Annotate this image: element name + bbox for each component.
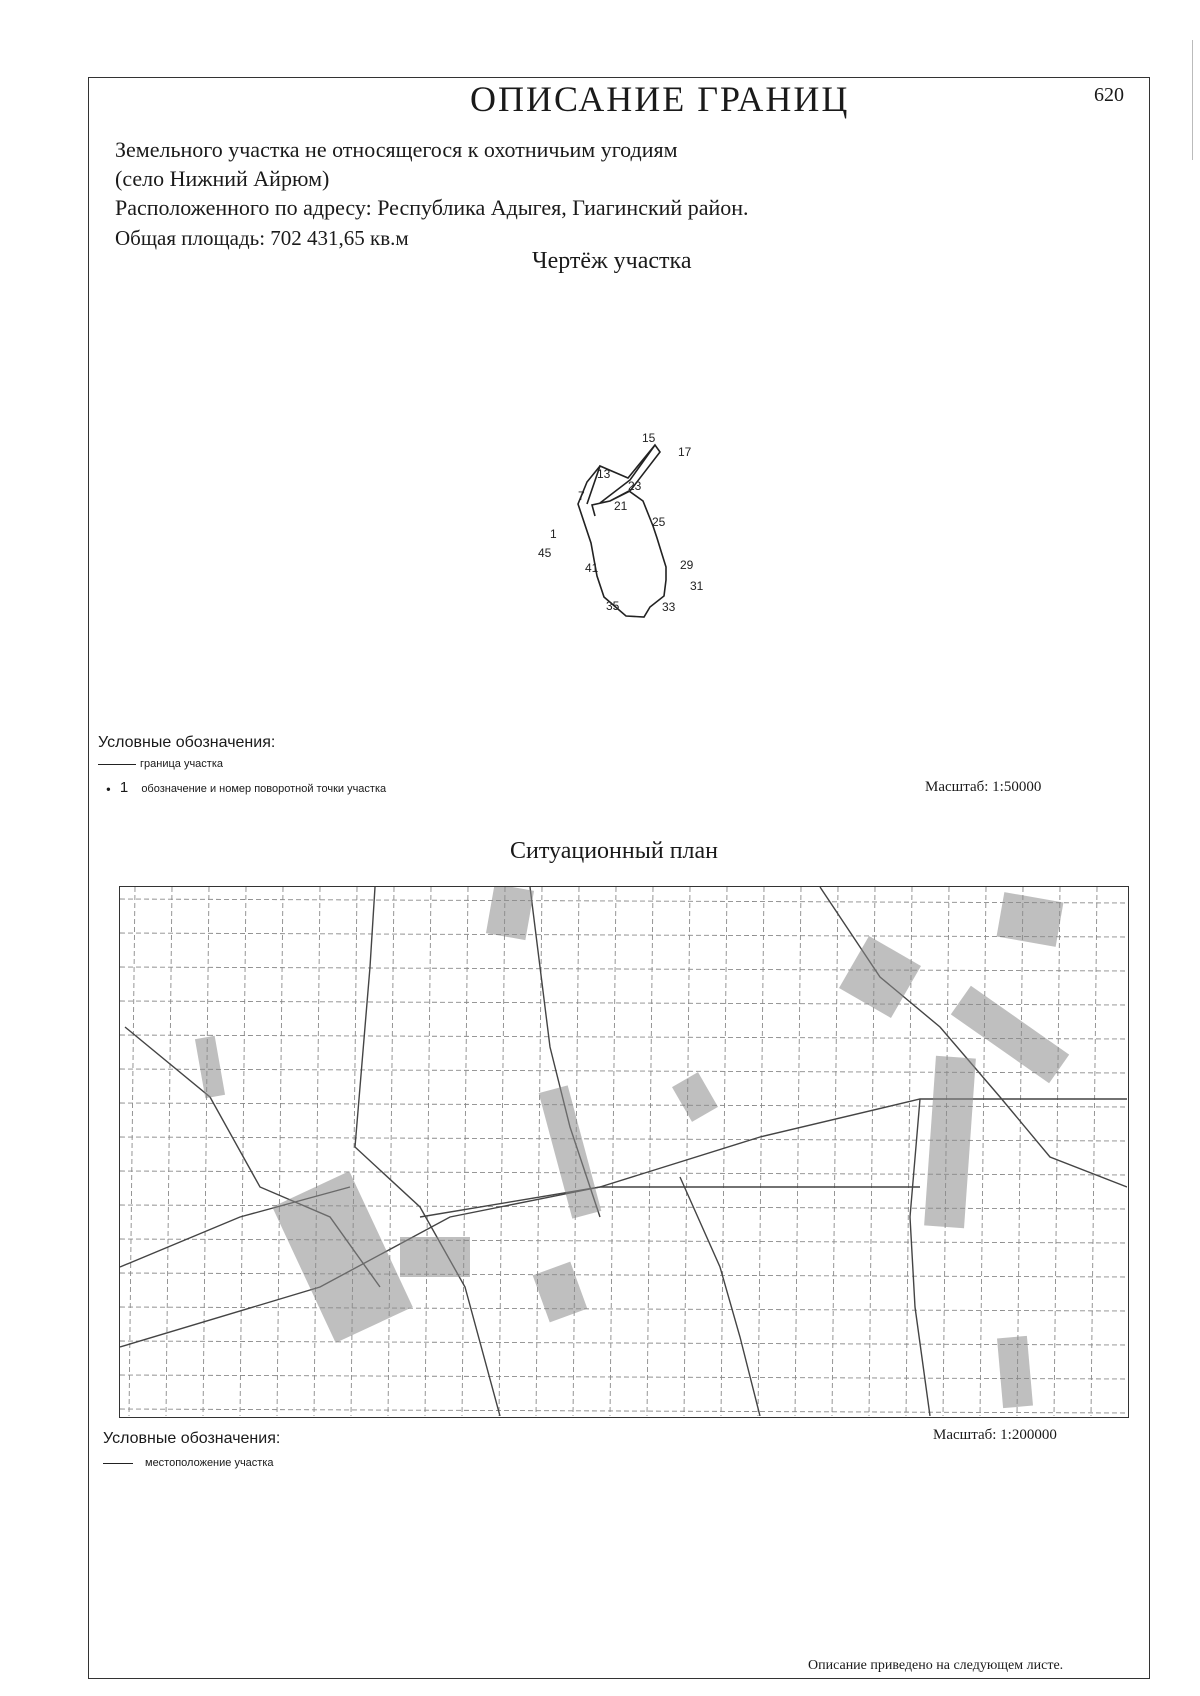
legend1-point-label: обозначение и номер поворотной точки участка: [141, 783, 387, 795]
legend1-boundary-label: граница участка: [140, 758, 223, 770]
map-grid-line: [166, 887, 172, 1416]
map-settlement: [997, 892, 1064, 947]
map-settlement: [924, 1056, 976, 1228]
plot-point-label: 33: [662, 600, 676, 614]
legend1-point-item: [106, 779, 386, 796]
situation-map: [119, 886, 1129, 1418]
map-grid-line: [351, 887, 357, 1416]
map-grid-line: [120, 1171, 1127, 1175]
plot-point-label: 17: [678, 445, 692, 459]
plot-point-label: 45: [538, 546, 552, 560]
map-settlement: [486, 887, 534, 940]
map-settlement: [672, 1072, 718, 1122]
description-line-4: Общая площадь: 702 431,65 кв.м: [115, 226, 409, 250]
map-grid-line: [795, 887, 801, 1416]
plot-point-label: 7: [578, 489, 585, 503]
situation-plan-title: Ситуационный план: [510, 838, 719, 864]
plot-point-label: 21: [614, 499, 628, 513]
map-settlement: [997, 1336, 1033, 1408]
map-grid-line: [120, 1341, 1127, 1345]
map-grid-line: [120, 933, 1127, 937]
legend2-location-label: местоположение участка: [145, 1457, 274, 1469]
plot-point-label: 31: [690, 579, 704, 593]
legend2-heading: Условные обозначения:: [103, 1430, 281, 1447]
map-settlement: [400, 1237, 470, 1277]
map-road: [355, 887, 500, 1416]
map-grid-line: [120, 967, 1127, 971]
map-grid-line: [610, 887, 616, 1416]
map-settlement: [539, 1085, 602, 1218]
map-grid-line: [120, 1307, 1127, 1311]
map-grid-line: [129, 887, 135, 1416]
map-grid-line: [1091, 887, 1097, 1416]
map-settlement: [272, 1171, 412, 1343]
map-grid-line: [314, 887, 320, 1416]
location-line-icon: [103, 1463, 133, 1464]
description-line-2: (село Нижний Айрюм): [115, 166, 330, 191]
map-road: [120, 1099, 1127, 1347]
map-road: [680, 1177, 760, 1416]
legend2-scale: Масштаб: 1:200000: [933, 1427, 1057, 1443]
map-grid-line: [120, 1035, 1127, 1039]
boundary-line-icon: [98, 764, 136, 765]
situation-map-graphic: [120, 887, 1127, 1416]
plot-point-label: 23: [628, 479, 642, 493]
map-grid-line: [462, 887, 468, 1416]
map-grid-line: [120, 1103, 1127, 1107]
map-grid-line: [120, 1273, 1127, 1277]
map-grid-line: [277, 887, 283, 1416]
map-grid-line: [120, 1137, 1127, 1141]
description-line-1: Земельного участка не относящегося к охотничьим угодиям: [115, 137, 678, 162]
map-settlement: [839, 936, 921, 1018]
legend1-point-symbol: 1: [119, 779, 129, 796]
map-road: [420, 1187, 920, 1217]
map-grid-line: [647, 887, 653, 1416]
map-grid-line: [120, 1239, 1127, 1243]
plot-point-label: 41: [585, 561, 599, 575]
plot-drawing: [0, 0, 1200, 700]
map-grid-line: [120, 899, 1127, 903]
map-grid-line: [203, 887, 209, 1416]
description-line-3: Расположенного по адресу: Республика Адыгея, Гиагинский район.: [115, 195, 749, 220]
legend1-boundary-item: [98, 758, 223, 770]
footer-note: Описание приведено на следующем листе.: [808, 1658, 1064, 1673]
plot-point-label: 1: [550, 527, 557, 541]
plot-point-label: 25: [652, 515, 666, 529]
legend1-heading: Условные обозначения:: [98, 734, 276, 751]
map-settlement: [533, 1262, 588, 1323]
map-grid-line: [120, 1409, 1127, 1413]
plot-point-label: 15: [642, 431, 656, 445]
plot-drawing-title: Чертёж участка: [532, 248, 692, 274]
plot-point-label: 35: [606, 599, 620, 613]
map-grid-line: [721, 887, 727, 1416]
map-road: [910, 1099, 930, 1416]
plot-point-label: 29: [680, 558, 694, 572]
page-title: ОПИСАНИЕ ГРАНИЦ: [470, 79, 850, 119]
point-dot-icon: ●: [106, 784, 111, 794]
legend1-scale: Масштаб: 1:50000: [925, 779, 1042, 795]
map-grid-line: [832, 887, 838, 1416]
map-grid-line: [499, 887, 505, 1416]
plot-boundary: [578, 445, 666, 617]
map-grid-line: [980, 887, 986, 1416]
map-grid-line: [120, 1375, 1127, 1379]
map-grid-line: [388, 887, 394, 1416]
map-grid-line: [1054, 887, 1060, 1416]
legend2-location-item: [103, 1457, 274, 1469]
map-grid-line: [758, 887, 764, 1416]
map-grid-line: [684, 887, 690, 1416]
map-road: [820, 887, 1127, 1187]
map-grid-line: [536, 887, 542, 1416]
map-grid-line: [425, 887, 431, 1416]
page-number: 620: [1094, 84, 1124, 106]
plot-point-label: 13: [597, 467, 611, 481]
